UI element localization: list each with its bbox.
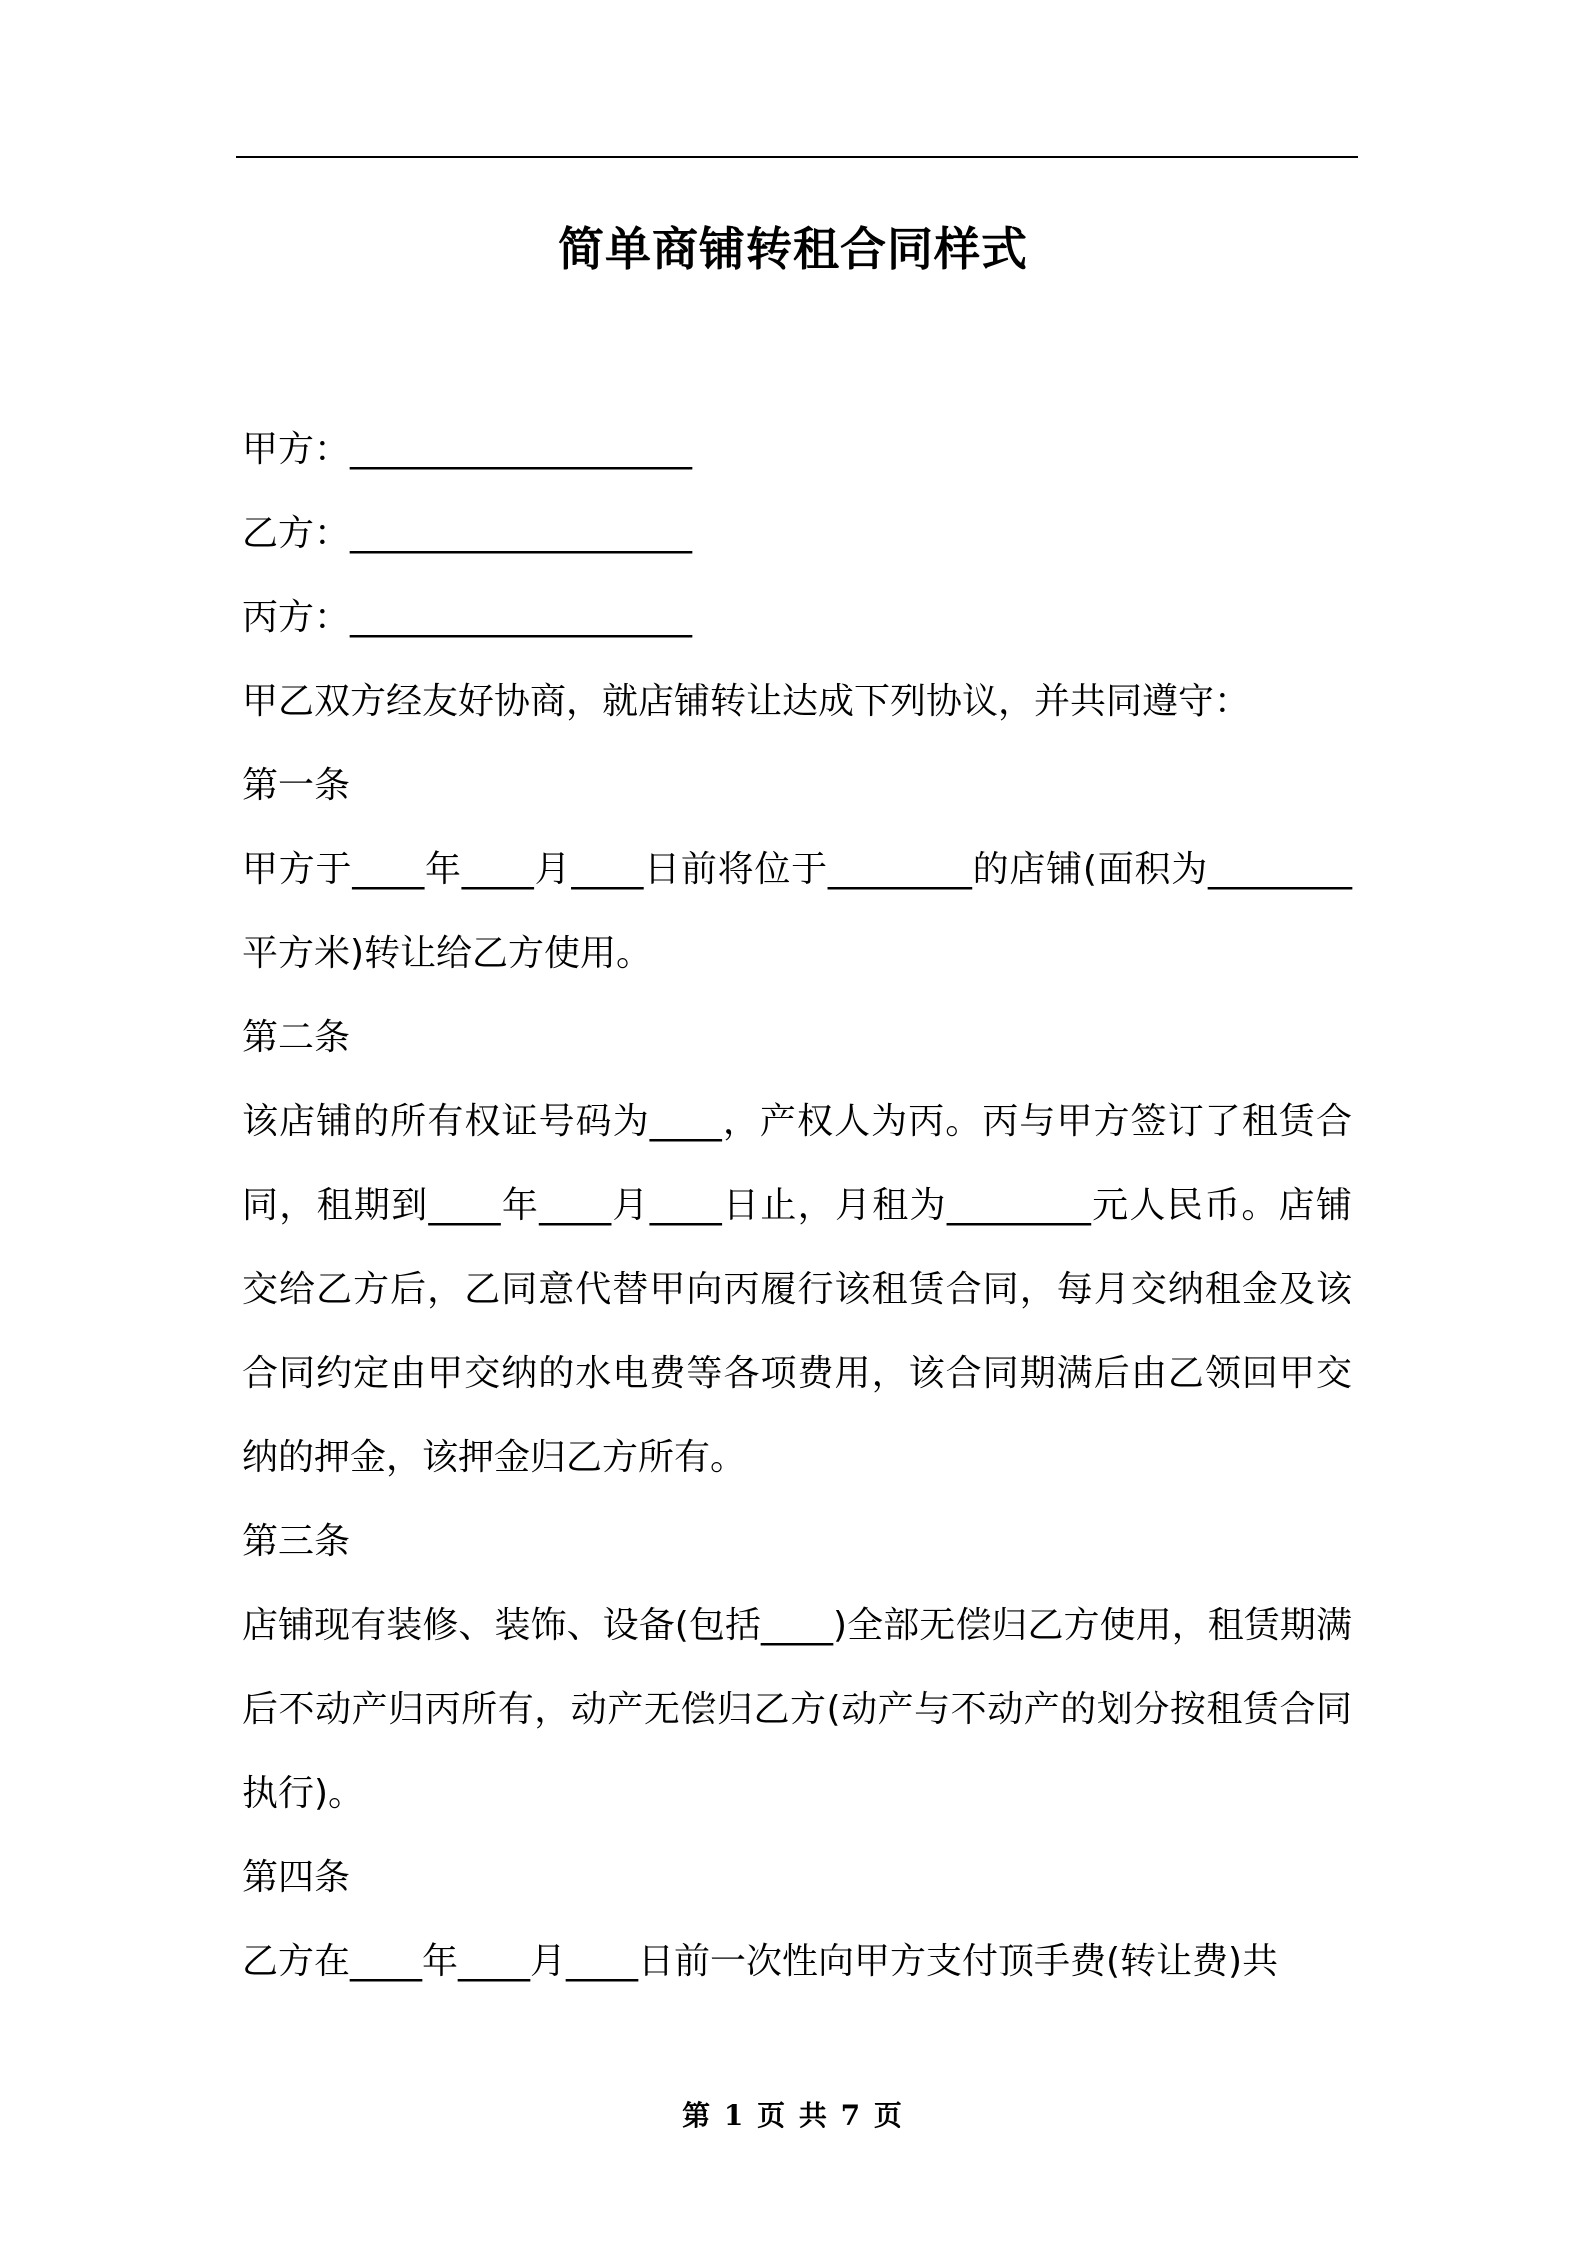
article-heading: 第三条	[242, 1521, 351, 1562]
party-a-line: 甲方：___________________	[242, 429, 693, 470]
document-body	[242, 408, 1352, 2004]
article-text: 该店铺的所有权证号码为____，产权人为丙。丙与甲方签订了租赁合同，租期到____年____月____日止，月租为________元人民币。店铺交给乙方后，乙同意代替甲向丙履行该租赁合同，每月交纳租金及该合同约定由甲交纳的水电费等各项费用，该合同期满后由乙领回甲交纳的押金，该押金归乙方所有。	[242, 1101, 1352, 1478]
article-heading: 第一条	[242, 765, 351, 806]
article-text: 乙方在____年____月____日前一次性向甲方支付顶手费(转让费)共	[242, 1941, 1279, 1982]
preamble: 甲乙双方经友好协商，就店铺转让达成下列协议，并共同遵守：	[242, 681, 1251, 722]
document-title: 简单商铺转租合同样式	[558, 222, 1028, 276]
article-text: 甲方于____年____月____日前将位于________的店铺(面积为________平方米)转让给乙方使用。	[242, 849, 1352, 974]
header-rule	[236, 156, 1358, 158]
page-number-footer: 第 1 页 共 7 页	[682, 2099, 904, 2132]
party-b-line: 乙方：___________________	[242, 513, 693, 554]
party-c-line: 丙方：___________________	[242, 597, 693, 638]
article-heading: 第二条	[242, 1017, 351, 1058]
article-heading: 第四条	[242, 1857, 351, 1898]
article-text: 店铺现有装修、装饰、设备(包括____)全部无偿归乙方使用，租赁期满后不动产归丙所有，动产无偿归乙方(动产与不动产的划分按租赁合同执行)。	[242, 1605, 1352, 1814]
